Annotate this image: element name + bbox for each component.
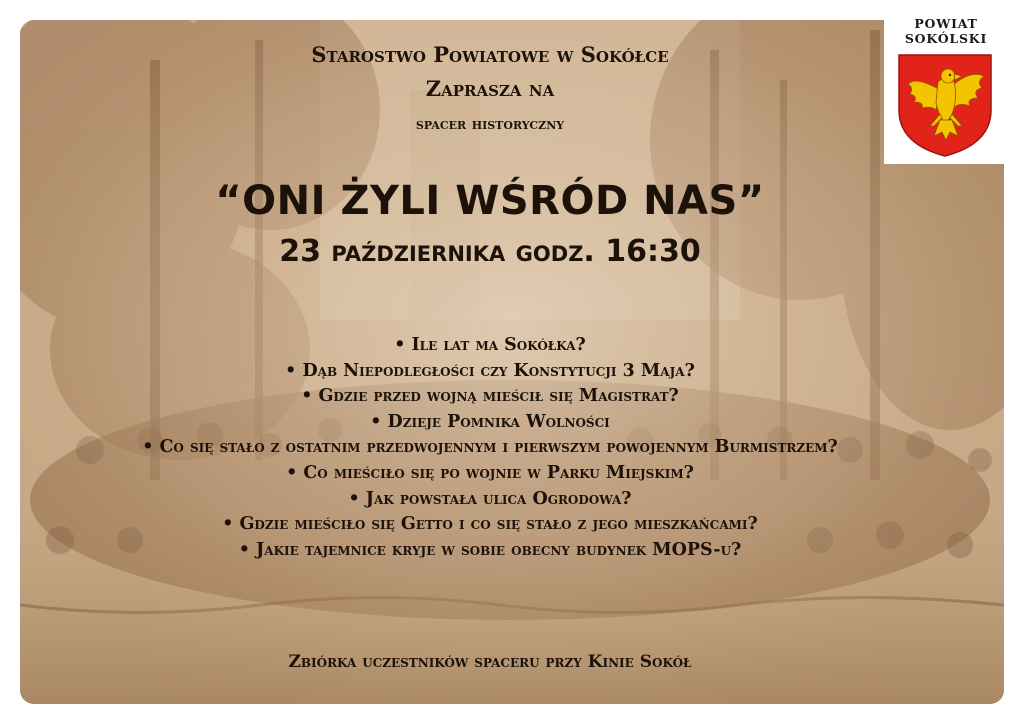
- list-item: • Co mieściło się po wojnie w Parku Miejskim?: [20, 461, 960, 487]
- list-item: • Dąb Niepodległości czy Konstytucji 3 Maja?: [20, 359, 960, 385]
- list-item: • Gdzie mieściło się Getto i co się stało z jego mieszkańcami?: [20, 512, 960, 538]
- emblem-label-line2: SOKÓLSKI: [904, 31, 988, 46]
- event-date: 23 października godz. 16:30: [279, 234, 701, 269]
- invite-heading: Zaprasza na: [425, 76, 555, 101]
- county-emblem: [884, 0, 1008, 164]
- meeting-point-note: Zbiórka uczestników spaceru przy Kinie Sokół: [288, 652, 692, 672]
- list-item: • Ile lat ma Sokółka?: [20, 333, 960, 359]
- organizer-heading: Starostwo Powiatowe w Sokółce: [311, 42, 669, 67]
- list-item: • Jak powstała ulica Ogrodowa?: [20, 487, 960, 513]
- event-title: “ONI ŻYLI WŚRÓD NAS”: [215, 178, 765, 224]
- question-list: [20, 333, 960, 563]
- list-item: • Gdzie przed wojną mieścił się Magistrat?: [20, 384, 960, 410]
- event-type-heading: spacer historyczny: [415, 114, 565, 133]
- poster-text: [20, 20, 1004, 704]
- poster: [20, 20, 1004, 704]
- list-item: • Co się stało z ostatnim przedwojennym i pierwszym powojennym Burmistrzem?: [20, 435, 960, 461]
- list-item: • Dzieje Pomnika Wolności: [20, 410, 960, 436]
- eagle-shield-icon: [896, 52, 994, 158]
- emblem-label-line1: POWIAT: [914, 16, 978, 31]
- list-item: • Jakie tajemnice kryje w sobie obecny budynek MOPS-u?: [20, 538, 960, 564]
